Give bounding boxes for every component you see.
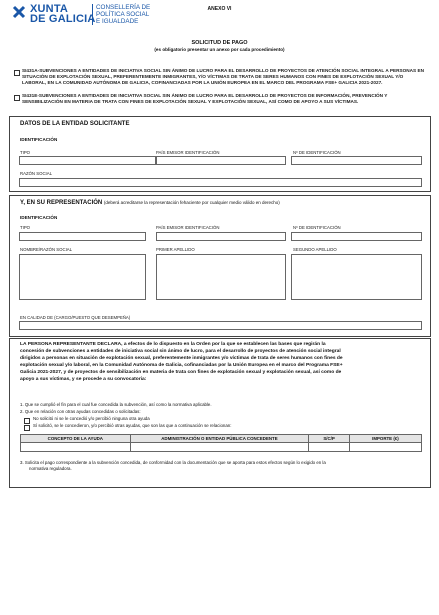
representative-nombre-field[interactable]: [19, 254, 146, 300]
representative-tipo-label: TIPO: [20, 225, 31, 230]
representative-apellido1-field[interactable]: [156, 254, 286, 300]
brand-name: XUNTA DE GALICIA: [30, 3, 96, 25]
declaration-item-2: 2. Que en relación con otras ayudas concedidas o solicitadas:: [20, 409, 141, 414]
representative-calidad-field[interactable]: [19, 321, 422, 330]
declaration-section: [9, 338, 431, 488]
representative-tipo-field[interactable]: [19, 232, 146, 241]
aid-cell-administracion[interactable]: [130, 443, 309, 452]
annex-label: ANEXO VI: [207, 6, 232, 12]
representative-apellido1-label: PRIMER APELLIDO: [156, 247, 195, 252]
applicant-section: [9, 116, 431, 192]
applicant-num-label: Nº DE IDENTIFICACIÓN: [293, 150, 341, 155]
form-title: SOLICITUD DE PAGO: [191, 40, 248, 46]
no-other-aid-label: No solicitó ni se le concedió y/o percibió ninguna otra ayuda: [33, 416, 150, 421]
aid-col-administracion: ADMINISTRACIÓN O ENTIDAD PÚBLICA CONCEDENTE: [130, 435, 309, 443]
applicant-razon-label: RAZÓN SOCIAL: [20, 171, 52, 176]
representative-ident-heading: IDENTIFICACIÓN: [20, 215, 58, 220]
applicant-pais-label: PAÍS EMISOR IDENTIFICACIÓN: [156, 150, 220, 155]
representative-apellido2-label: SEGUNDO APELLIDO: [293, 247, 337, 252]
option-si431a-label: SI431A-SUBVENCIONES A ENTIDADES DE INICIATIVA SOCIAL SIN ÁNIMO DE LUCRO PARA EL DESARROLLO DE PROYECTOS DE ATENCIÓN SOCIAL INTEGRAL A PERSONAS EN SITUACIÓN DE EXPLOTACIÓN SEXUAL, PREFERENTEMENTE INMIGRANTES, Y/O VÍCTIMAS DE TRATA DE SERES HUMANOS CON FINES DE EXPLOTACIÓN SEXUAL Y/O LABORAL, EN LA COMUNIDAD AUTÓNOMA DE GALICIA, COFINANCIADAS POR LA UNIÓN EUROPEA EN EL MARCO DEL PROGRAMA FSE+ GALICIA 2021-2027.: [22, 68, 424, 85]
applicant-tipo-field[interactable]: [19, 156, 156, 165]
applicant-num-field[interactable]: [291, 156, 422, 165]
applicant-pais-field[interactable]: [156, 156, 286, 165]
aid-cell-importe[interactable]: [349, 443, 421, 452]
option-si431a-checkbox[interactable]: [14, 70, 20, 76]
representative-calidad-label: EN CALIDAD DE (CARGO/PUESTO QUE DESEMPEÑA): [20, 315, 131, 320]
aid-col-importe: IMPORTE (€): [349, 435, 421, 443]
other-aid-table: [20, 434, 422, 452]
option-si431e-label: SI431E-SUBVENCIONES A ENTIDADES DE INICIATIVA SOCIAL SIN ÁNIMO DE LUCRO PARA EL DESARROLLO DE PROYECTOS DE INFORMACIÓN, PREVENCIÓN Y SENSIBILIZACIÓN EN MATERIA DE TRATA CON FINES DE EXPLOTACIÓN SEXUAL Y EXPLOTACIÓN SEXUAL, ASÍ COMO DE APOYO A SUS VÍCTIMAS.: [22, 93, 388, 104]
applicant-section-title: DATOS DE LA ENTIDAD SOLICITANTE: [20, 121, 130, 127]
aid-col-scp: S/C/P: [309, 435, 350, 443]
no-other-aid-checkbox[interactable]: [24, 418, 30, 424]
representative-section: [9, 195, 431, 337]
department-name: CONSELLERÍA DE POLÍTICA SOCIAL E IGUALDADE: [92, 4, 150, 25]
representative-num-label: Nº DE IDENTIFICACIÓN: [293, 225, 341, 230]
declaration-item-1: 1. Que se cumplió el fin para el cual fue concedida la subvención, así como la normativa aplicable.: [20, 402, 212, 407]
other-aid-label: Sí solicitó, se le concedieron, y/o percibió otras ayudas, que son las que a continuación se relacionan:: [33, 423, 232, 428]
form-subtitle: (es obligatorio presentar un anexo por cada procedimiento): [154, 47, 285, 52]
representative-section-title: Y, EN SU REPRESENTACIÓN (deberá acreditarse la representación fehaciente por cualquier medio válido en derecho): [20, 200, 280, 206]
representative-apellido2-field[interactable]: [291, 254, 422, 300]
declaration-text: LA PERSONA REPRESENTANTE DECLARA, a efectos de lo dispuesto en la Orden por la que se establecen las bases que regirán la concesión de subvenciones a entidades de iniciativa social sin ánimo de lucro, para el desarrollo de proyectos de atención social integral dirigidos a personas en situación de explotación sexual, preferentemente inmigrantes y/o víctimas de trata de seres humanos con fines de explotación sexual y/o laboral, en la Comunidad Autónoma de Galicia, cofinanciadas por la Unión Europea en el marco del Programa FSE+ Galicia 2021-2027, y de proyectos de sensibilización en materia de trata con fines de explotación sexual y explotación sexual, así como de apoyo a sus víctimas, y se procede a su convocatoria:: [20, 342, 343, 382]
representative-pais-field[interactable]: [156, 232, 286, 241]
applicant-razon-field[interactable]: [19, 178, 422, 187]
aid-cell-scp[interactable]: [309, 443, 350, 452]
representative-pais-label: PAÍS EMISOR IDENTIFICACIÓN: [156, 225, 220, 230]
aid-cell-concepto[interactable]: [21, 443, 131, 452]
other-aid-checkbox[interactable]: [24, 425, 30, 431]
declaration-item-3: 3. Solicita el pago correspondiente a la subvención concedida, de conformidad con la documentación que se aporta para estos efectos según lo exigido en la normativa reguladora.: [20, 460, 326, 471]
applicant-tipo-label: TIPO: [20, 150, 31, 155]
applicant-ident-heading: IDENTIFICACIÓN: [20, 137, 58, 142]
aid-col-concepto: CONCEPTO DE LA AYUDA: [21, 435, 131, 443]
representative-nombre-label: NOMBRE/RAZÓN SOCIAL: [20, 247, 73, 252]
table-row: [21, 443, 422, 452]
representative-num-field[interactable]: [291, 232, 422, 241]
representative-note: (deberá acreditarse la representación fehaciente por cualquier medio válido en derecho): [103, 200, 280, 205]
option-si431e-checkbox[interactable]: [14, 95, 20, 101]
